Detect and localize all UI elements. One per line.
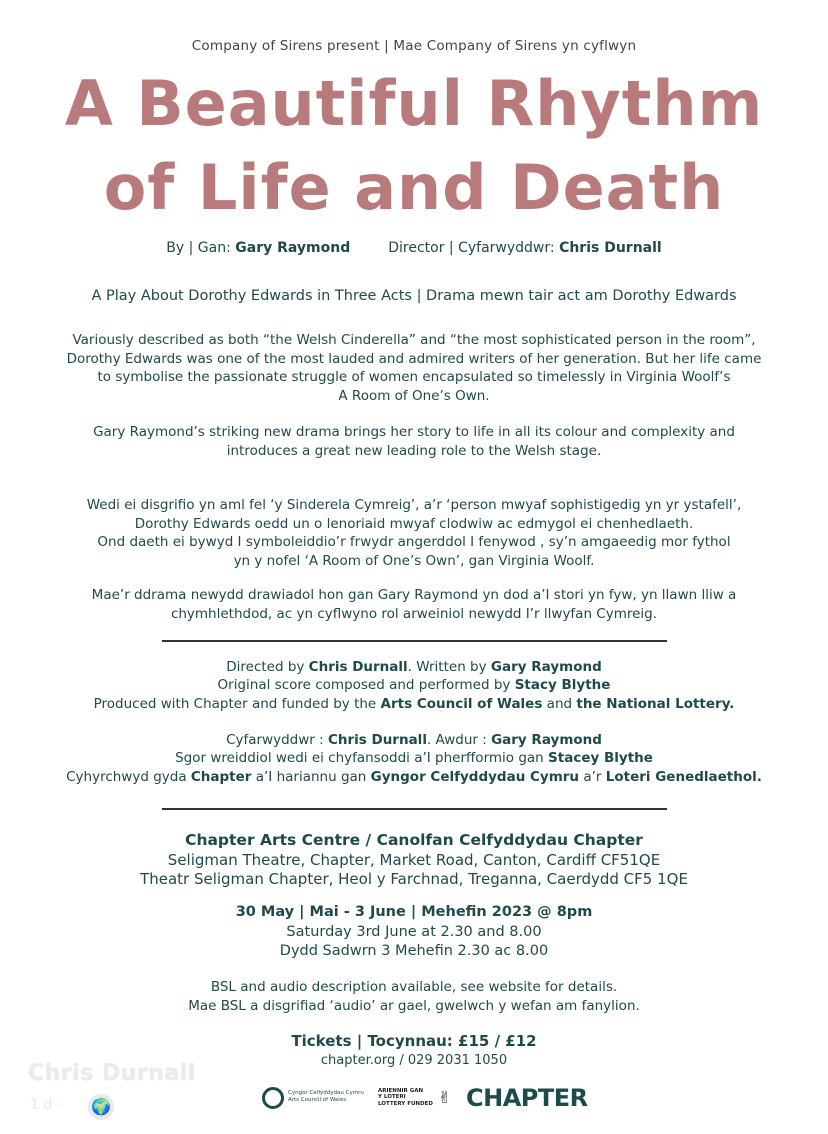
lottery-logo: [378, 1088, 452, 1112]
text-line: Variously described as both “the Welsh Cinderella” and “the most sophisticated person in the room”,: [72, 332, 756, 348]
text-line: to symbolise the passionate struggle of women encapsulated so timelessly in Virginia Woolf’s: [97, 369, 731, 385]
divider: [162, 640, 667, 642]
logo-text: ARIENNIR GAN: [378, 1088, 424, 1094]
crossed-fingers-icon: ✌: [438, 1088, 452, 1107]
ticket-contact: chapter.org / 029 2031 1050: [320, 1053, 508, 1068]
text-line: Cyhyrchwyd gyda Chapter a’I hariannu gan Gyngor Celfyddydau Cymru a’r Loteri Genedlaethol.: [66, 768, 762, 785]
arts-council-logo: [262, 1087, 372, 1111]
text-line: Dorothy Edwards oedd un o lenoriaid mwyaf clodwiw ac edmygol ei chenhedlaeth.: [134, 515, 694, 532]
title-line-2: of Life and Death: [103, 151, 725, 224]
venue-address-cy: Theatr Seligman Chapter, Heol y Farchnad, Treganna, Caerdydd CF5 1QE: [140, 870, 688, 888]
run-dates: 30 May | Mai - 3 June | Mehefin 2023 @ 8pm: [235, 904, 593, 920]
text-line: Dorothy Edwards was one of the most lauded and admired writers of her generation. But her life came: [66, 350, 762, 367]
text-line: Original score composed and performed by Stacy Blythe: [217, 677, 611, 694]
description-cy-paragraph-1: [0, 496, 828, 570]
divider: [162, 808, 667, 810]
matinee-cy: Dydd Sadwrn 3 Mehefin 2.30 ac 8.00: [279, 943, 549, 959]
globe-icon[interactable]: 🌍: [88, 1094, 114, 1120]
text-line: Cyfarwyddwr : Chris Durnall. Awdur : Gary Raymond: [226, 732, 602, 748]
logo-text: Arts Council of Wales: [288, 1097, 347, 1103]
production-credits-cy: [0, 731, 828, 786]
text-line: A Room of One’s Own.: [338, 387, 490, 404]
production-credits-en: [0, 658, 828, 713]
description-en-paragraph-1: [0, 331, 828, 405]
post-age-overlay: 1 d ·: [30, 1097, 62, 1113]
text-line: Gary Raymond’s striking new drama brings her story to life in all its colour and complexity and: [93, 424, 735, 440]
venue-block: [0, 831, 828, 890]
access-cy: Mae BSL a disgrifiad ‘audio’ ar gael, gwelwch y wefan am fanylion.: [188, 997, 640, 1014]
text-line: Wedi ei disgrifio yn aml fel ‘y Sinderela Cymreig’, a’r ‘person mwyaf sophistigedig yn yr ystafell’,: [86, 497, 742, 513]
logo-text: Cyngor Celfyddydau Cymru: [288, 1090, 364, 1096]
ticket-prices: Tickets | Tocynnau: £15 / £12: [291, 1032, 537, 1050]
text-line: Produced with Chapter and funded by the Arts Council of Wales and the National Lottery.: [93, 695, 735, 712]
funder-logos: [262, 1083, 588, 1113]
dates-block: [0, 903, 828, 962]
by-label: By | Gan:: [166, 240, 236, 256]
text-line: Sgor wreiddiol wedi ei chyfansoddi a’I pherfformio gan Stacey Blythe: [175, 750, 653, 767]
chapter-logo: CHAPTER: [466, 1084, 588, 1112]
text-line: chymhlethdod, ac yn cyflwyno rol arweiniol newydd I’r llwyfan Cymreig.: [170, 605, 658, 622]
director-label: Director | Cyfarwyddwr:: [388, 240, 560, 256]
play-subtitle: A Play About Dorothy Edwards in Three Acts | Drama mewn tair act am Dorothy Edwards: [91, 288, 737, 304]
venue-address-en: Seligman Theatre, Chapter, Market Road, Canton, Cardiff CF51QE: [167, 850, 661, 869]
poster-name-overlay[interactable]: Chris Durnall: [28, 1061, 196, 1086]
text-line: Mae’r ddrama newydd drawiadol hon gan Gary Raymond yn dod a’I stori yn fyw, yn llawn lliw a: [91, 587, 737, 603]
text-line: introduces a great new leading role to the Welsh stage.: [226, 442, 602, 459]
author-name: Gary Raymond: [235, 240, 351, 256]
text-line: Ond daeth ei bywyd I symboleiddio’r frwydr angerddol I fenywod , sy’n amgaeedig mor fythol: [97, 534, 731, 550]
logo-text: Y LOTERI: [378, 1094, 406, 1101]
ring-icon: [262, 1087, 284, 1109]
title-line-1: A Beautiful Rhythm: [64, 67, 764, 140]
text-line: yn y nofel ‘A Room of One’s Own’, gan Virginia Woolf.: [233, 552, 595, 569]
description-en-paragraph-2: [0, 423, 828, 460]
description-cy-paragraph-2: [0, 586, 828, 623]
logo-text: LOTTERY FUNDED: [378, 1100, 433, 1107]
credits-line: [0, 240, 828, 256]
access-en: BSL and audio description available, see website for details.: [210, 979, 618, 995]
text-line: Directed by Chris Durnall. Written by Gary Raymond: [226, 659, 602, 675]
matinee-en: Saturday 3rd June at 2.30 and 8.00: [286, 923, 542, 940]
venue-title: Chapter Arts Centre / Canolfan Celfyddydau Chapter: [185, 831, 643, 849]
director-name: Chris Durnall: [559, 240, 662, 256]
presents-line: Company of Sirens present | Mae Company of Sirens yn cyflwyn: [191, 38, 637, 54]
access-block: [0, 978, 828, 1015]
